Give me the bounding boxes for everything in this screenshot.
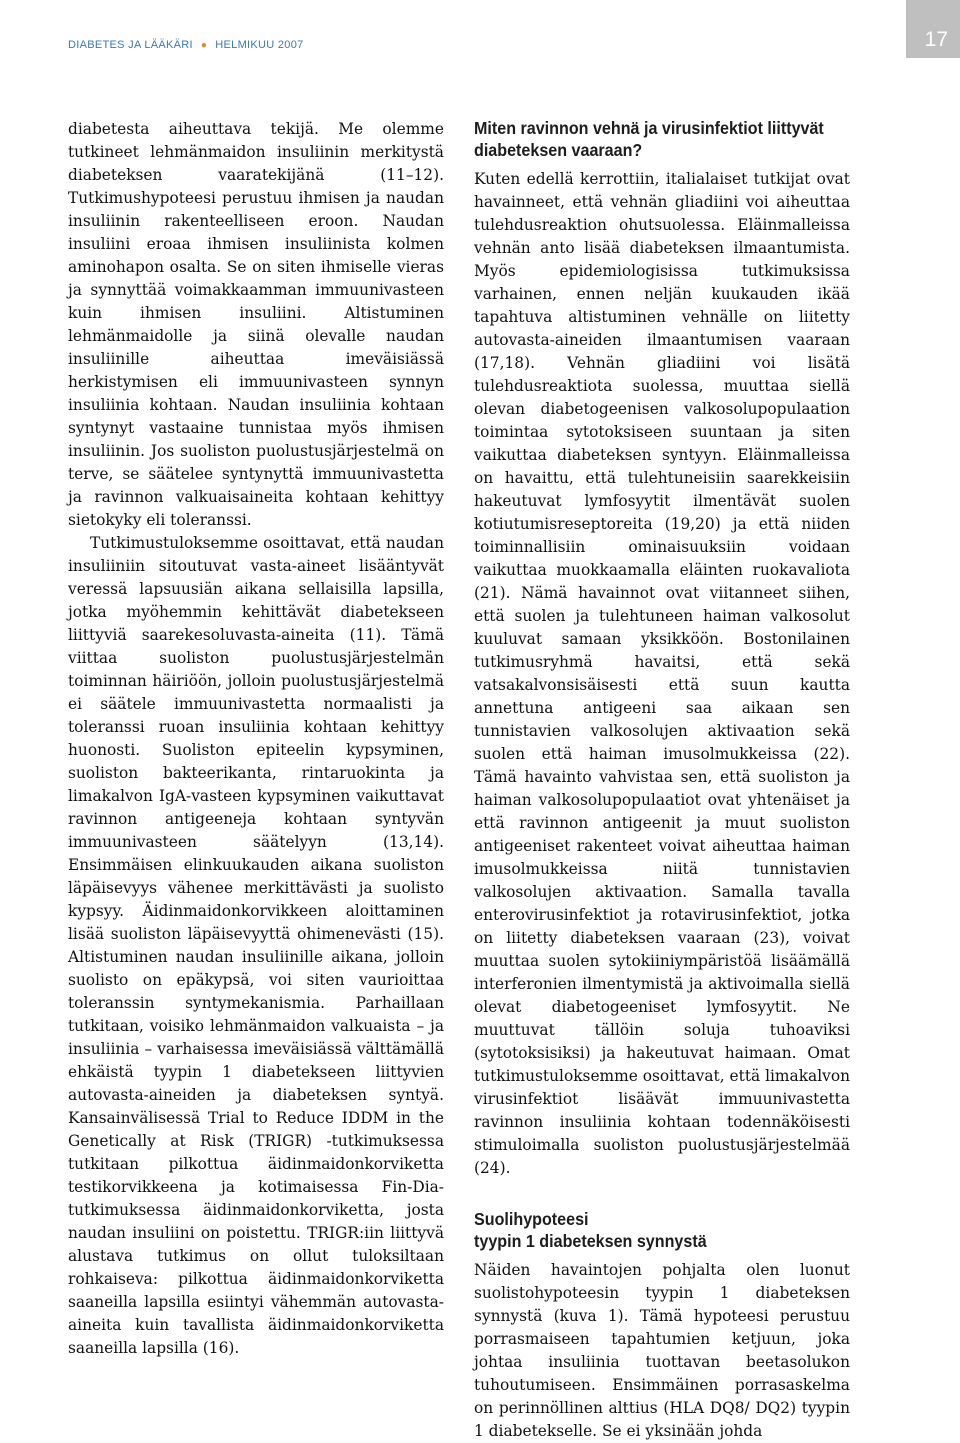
heading-line-2: tyypin 1 diabeteksen synnystä xyxy=(474,1231,707,1251)
journal-name: DIABETES JA LÄÄKÄRI xyxy=(68,39,193,51)
running-header xyxy=(68,39,304,51)
page-number: 17 xyxy=(924,28,948,51)
left-paragraph-2: Tutkimustuloksemme osoittavat, että naudan insuliiniin sitoutuvat vasta-aineet lisääntyvät veressä lapsuusiän aikana sellaisilla lapsilla, jotka myöhemmin kehittävät diabetekseen liittyviä saarekesoluvasta-aineita (11). Tämä viittaa suoliston puolustusjärjestelmän toiminnan häiriöön, jolloin puolustusjärjestelmä ei säätele immuunivastetta normaalisti ja toleranssi ruoan insuliinia kohtaan kehittyy huonosti. Suoliston epiteelin kypsyminen, suoliston bakteerikanta, rintaruokinta ja limakalvon IgA-vasteen kypsyminen vaikuttavat ravinnon antigeeneja kohtaan syntyvän immuunivasteen säätelyyn (13,14). Ensimmäisen elinkuukauden aikana suoliston läpäisevyys vähenee merkittävästi ja suolisto kypsyy. Äidinmaidonkorvikkeen aloittaminen lisää suoliston läpäisevyyttä ohimenevästi (15). Altistuminen naudan insuliinille aikana, jolloin suolisto on epäkypsä, voi siten vaurioittaa toleranssin syntymekanismia. Parhaillaan tutkitaan, voisiko lehmänmaidon valkuaista – ja insuliinia – varhaisessa imeväisiässä välttämällä ehkäistä tyypin 1 diabetekseen liittyvien autovasta-aineiden ja diabeteksen syntyä. Kansainvälisessä Trial to Reduce IDDM in the Genetically at Risk (TRIGR) -tutkimuksessa tutkitaan pilkottua äidinmaidonkorviketta testikorvikkeena ja kotimaisessa Fin-Dia-tutkimuksessa äidinmaidonkorviketta, josta naudan insuliini on poistettu. TRIGR:iin liittyvä alustava tutkimus on ollut tuloksiltaan rohkaiseva: pilkottua äidinmaidonkorviketta saaneilla lapsilla esiintyi vähemmän autovasta-aineita kuin tavallista äidinmaidonkorviketta saaneilla lapsilla (16). xyxy=(68,534,444,1357)
left-column xyxy=(68,118,444,1360)
right-column xyxy=(474,117,850,1443)
page-number-tab xyxy=(906,0,960,58)
left-paragraph-1: diabetesta aiheuttava tekijä. Me olemme tutkineet lehmänmaidon insuliinin merkitystä diabeteksen vaaratekijänä (11–12). Tutkimushypoteesi perustuu ihmisen ja naudan insuliinin rakenteelliseen eroon. Naudan insuliini eroaa ihmisen insuliinista kolmen aminohapon osalta. Se on siten ihmiselle vieras ja synnyttää voimakkaamman immuunivasteen kuin ihmisen insuliini. Altistuminen lehmänmaidolle ja siinä olevalle naudan insuliinille aiheuttaa imeväisiässä herkistymisen eli immuunivasteen synnyn insuliinia kohtaan. Naudan insuliinia kohtaan syntynyt vastaaine tunnistaa myös ihmisen insuliinin. Jos suoliston puolustusjärjestelmä on terve, se säätelee syntynyttä immuunivastetta ja ravinnon valkuaisaineita kohtaan kehittyy sietokyky eli toleranssi. xyxy=(68,120,444,529)
right-paragraph-1: Kuten edellä kerrottiin, italialaiset tutkijat ovat havainneet, että vehnän gliadiini voi aiheuttaa tulehdusreaktion ohutsuolessa. Eläinmalleissa vehnän anto lisää diabeteksen ilmaantumista. Myös epidemiologisissa tutkimuksissa varhainen, ennen neljän kuukauden ikää tapahtuva altistuminen vehnälle on liitetty autovasta-aineiden ilmaantumisen vaaraan (17,18). Vehnän gliadiini voi lisätä tulehdusreaktiota suolessa, muuttaa siellä olevan diabetogeenisen valkosolupopulaation toimintaa sytotoksiseen suuntaan ja siten vaikuttaa diabeteksen syntyyn. Eläinmalleissa on havaittu, että tulehtuneisiin saarekkeisiin hakeutuvat lymfosyytit ilmentävät suolen kotiutumisreseptoreita (19,20) ja että niiden toiminnallisiin ominaisuuksiin voidaan vaikuttaa muokkaamalla eläinten ruokavaliota (21). Nämä havainnot ovat viitanneet siihen, että suolen ja tulehtuneen haiman valkosolut kuuluvat samaan yksikköön. Bostonilainen tutkimusryhmä havaitsi, että sekä vatsakalvonsisäisesti että suun kautta annettuna antigeeni saa aikaan sen tunnistavien valkosolujen aktivaation sekä suolen että haiman imusolmukkeissa (22). Tämä havainto vahvistaa sen, että suoliston ja haiman valkosolupopulaatiot ovat yhtenäiset ja että ravinnon antigeenit ja muut suoliston antigeeniset rakenteet voivat aiheuttaa haiman imusolmukkeissa niitä tunnistavien valkosolujen aktivaation. Samalla tavalla enterovirusinfektiot ja rotavirusinfektiot, jotka on liitetty diabeteksen vaaraan (23), voivat muuttaa suolen sytokiiniympäristöä lisäämällä interferonien ilmentymistä ja aktivoimalla siellä olevat diabetogeeniset lymfosyytit. Ne muuttuvat tällöin soluja tuhoaviksi (sytotoksisiksi) ja hakeutuvat haimaan. Omat tutkimustuloksemme osoittavat, että limakalvon virusinfektiot lisäävät immuunivastetta ravinnon insuliinia kohtaan todennäköisesti stimuloimalla suoliston puolustusjärjestelmää (24). xyxy=(474,170,850,1177)
section-heading-wheat-virus: Miten ravinnon vehnä ja virusinfektiot liittyvät diabeteksen vaaraan? xyxy=(474,118,824,160)
separator-dot-icon: ● xyxy=(200,40,208,51)
section-heading-gut-hypothesis xyxy=(474,1208,851,1252)
heading-line-1: Suolihypoteesi xyxy=(474,1209,589,1229)
issue-date: HELMIKUU 2007 xyxy=(215,39,304,51)
right-paragraph-2: Näiden havaintojen pohjalta olen luonut suolistohypoteesin tyypin 1 diabeteksen synnystä (kuva 1). Tämä hypoteesi perustuu porrasmaiseen tapahtumien ketjuun, joka johtaa insuliinia tuottavan beetasolukon tuhoutumiseen. Ensimmäinen porrasaskelma on perinnöllinen alttius (HLA DQ8/ DQ2) tyypin 1 diabetekselle. Se ei yksinään johda xyxy=(474,1261,850,1440)
